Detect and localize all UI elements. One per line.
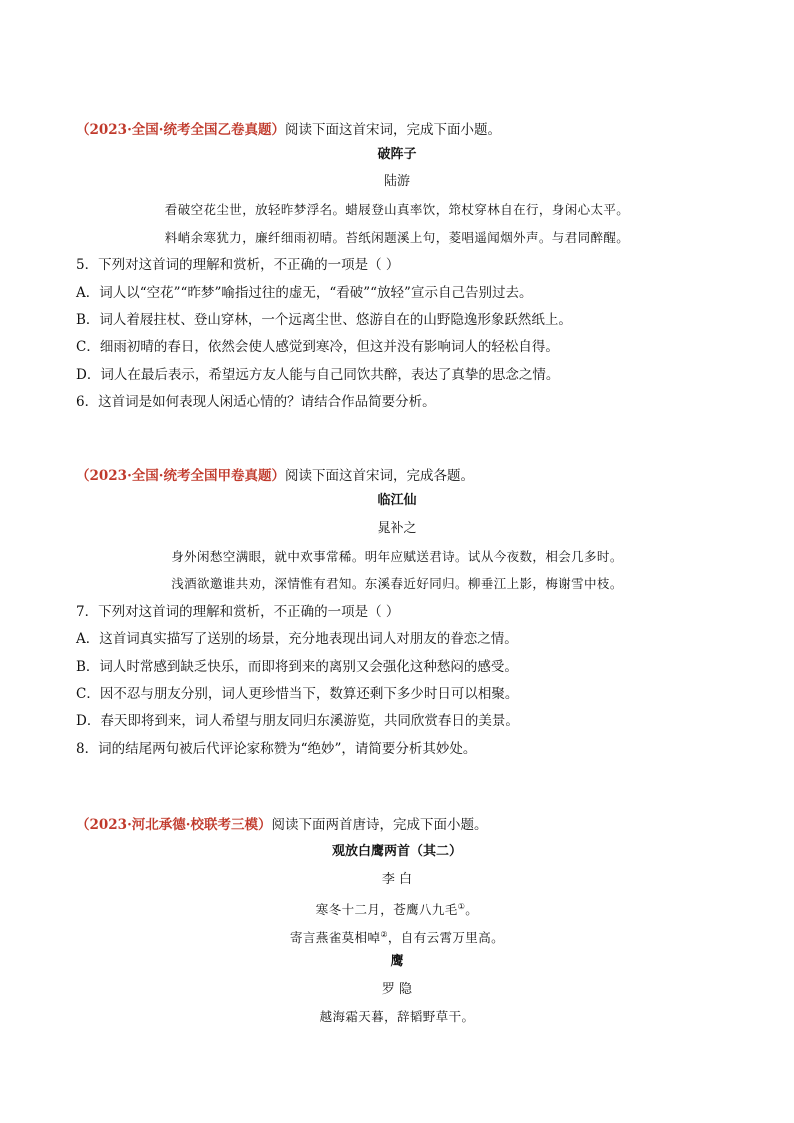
question-option: B．词人时常感到缺乏快乐，而即将到来的离别又会强化这种愁闷的感受。 bbox=[76, 659, 518, 675]
section-intro: 阅读下面两首唐诗，完成下面小题。 bbox=[271, 817, 488, 833]
poem-line: 看破空花尘世，放轻昨梦浮名。蜡屐登山真率饮，筇杖穿林自在行，身闲心太平。 bbox=[164, 202, 630, 217]
section2-header bbox=[76, 467, 474, 485]
poem-title: 观放白鹰两首（其二） bbox=[331, 844, 462, 859]
poem-line: 浅酒欲邀谁共劝，深情惟有君知。东溪春近好同归。柳垂江上影，梅谢雪中枝。 bbox=[171, 576, 623, 591]
poem-author: 罗 隐 bbox=[381, 982, 413, 997]
poem-line-text: 寒冬十二月，苍鹰八九毛 bbox=[315, 902, 458, 918]
poem-line-end: ，自有云霄万里高。 bbox=[387, 930, 504, 946]
question-option: D．春天即将到来，词人希望与朋友同归东溪游览，共同欣赏春日的美景。 bbox=[76, 713, 519, 729]
section3-header bbox=[76, 816, 487, 834]
question-option: A．这首词真实描写了送别的场景，充分地表现出词人对朋友的眷恋之情。 bbox=[76, 631, 518, 647]
footnote-mark: ② bbox=[380, 930, 388, 939]
question-stem: 6．这首词是如何表现人闲适心情的？请结合作品简要分析。 bbox=[76, 394, 436, 410]
question-option: A．词人以“空花”“昨梦”喻指过往的虚无，“看破”“放轻”宣示自己告别过去。 bbox=[76, 285, 533, 301]
source-tag: （2023·全国·统考全国甲卷真题） bbox=[76, 468, 285, 484]
section-intro: 阅读下面这首宋词，完成下面小题。 bbox=[284, 122, 501, 138]
poem-line: 越海霜天暮，辞韬野草干。 bbox=[319, 1009, 475, 1024]
poem-line bbox=[0, 898, 794, 919]
source-tag: （2023·全国·统考全国乙卷真题） bbox=[76, 122, 285, 138]
question-option: B．词人着屐拄杖、登山穿林，一个远离尘世、悠游自在的山野隐逸形象跃然纸上。 bbox=[76, 312, 572, 328]
poem-title: 临江仙 bbox=[377, 493, 417, 508]
poem-title: 鹰 bbox=[390, 954, 404, 969]
source-tag: （2023·河北承德·校联考三模） bbox=[76, 817, 272, 833]
question-stem: 7．下列对这首词的理解和赏析，不正确的一项是（ ） bbox=[76, 604, 400, 620]
poem-title: 破阵子 bbox=[377, 147, 417, 162]
question-stem: 5．下列对这首词的理解和赏析，不正确的一项是（ ） bbox=[76, 257, 400, 273]
poem-author: 李 白 bbox=[381, 872, 413, 887]
question-option: D．词人在最后表示，希望远方友人能与自己同饮共醉，表达了真挚的思念之情。 bbox=[76, 367, 560, 383]
poem-line: 身外闲愁空满眼，就中欢事常稀。明年应赋送君诗。试从今夜数，相会几多时。 bbox=[171, 549, 623, 564]
question-option: C．细雨初晴的春日，依然会使人感觉到寒冷，但这并没有影响词人的轻松自得。 bbox=[76, 339, 559, 355]
poem-author: 陆游 bbox=[383, 174, 410, 189]
poem-line-end: 。 bbox=[465, 902, 479, 918]
question-option: C．因不忍与朋友分别，词人更珍惜当下，数算还剩下多少时日可以相聚。 bbox=[76, 686, 519, 702]
footnote-mark: ① bbox=[457, 902, 466, 911]
poem-line: 料峭余寒犹力，廉纤细雨初晴。苔纸闲题溪上句，菱唱遥闻烟外声。与君同醉醒。 bbox=[164, 230, 630, 245]
poem-line bbox=[0, 926, 794, 947]
question-stem: 8．词的结尾两句被后代评论家称赞为“绝妙”，请简要分析其妙处。 bbox=[76, 741, 477, 757]
section-intro: 阅读下面这首宋词，完成各题。 bbox=[284, 468, 474, 484]
poem-line-text: 寄言燕雀莫相啅 bbox=[290, 930, 381, 946]
section1-header bbox=[76, 121, 501, 139]
poem-author: 晁补之 bbox=[377, 521, 417, 536]
